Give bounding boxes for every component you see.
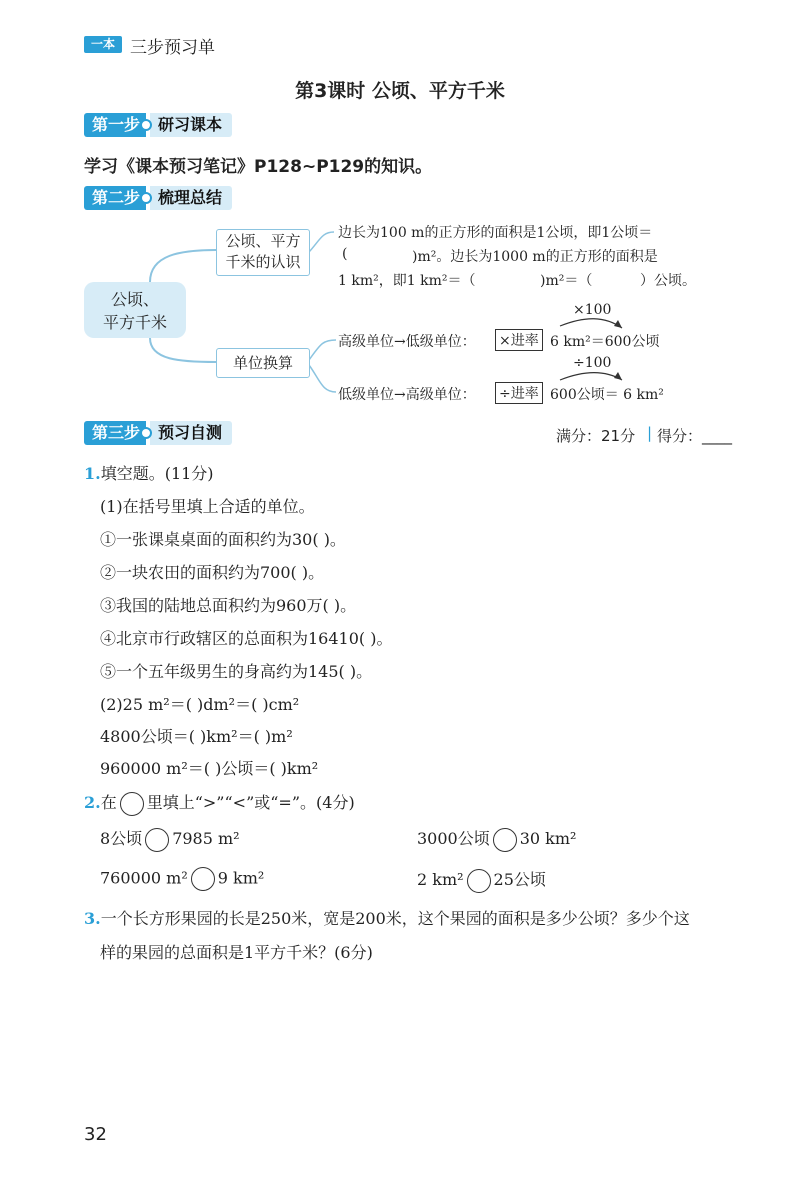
q3-line1: [84, 906, 690, 929]
step3-label: [84, 421, 232, 445]
q2-title: [84, 790, 355, 816]
q2-right: 30 km²: [519, 829, 577, 848]
step-dot: [140, 427, 152, 439]
conv2-box: ÷进率: [495, 382, 543, 404]
mindmap-node-concept: [216, 229, 310, 276]
q3-text-1: 一个长方形果园的长是250米，宽是200米，这个果园的面积是多少公顷？多少个这: [100, 909, 690, 928]
step-tag: 第三步: [84, 421, 146, 445]
q2-title-b: 里填上“>”“<”或“=”。(4分): [146, 793, 355, 812]
desc-line1: 边长为100 m的正方形的面积是1公顷，即1公顷＝: [338, 225, 653, 241]
q1-item-3: ③我国的陆地总面积约为960万( )。: [100, 596, 357, 615]
desc-line3a: 1 km²，即1 km²＝（: [338, 273, 476, 289]
compare-circle-icon: [120, 792, 144, 816]
mindmap-node-conversion: 单位换算: [216, 348, 310, 378]
step-tag: 第二步: [84, 186, 146, 210]
conv1-label: 高级单位→低级单位：: [338, 334, 476, 350]
conv1-box: ×进率: [495, 329, 543, 351]
step-tag: 第一步: [84, 113, 146, 137]
desc-line2a: (: [342, 246, 348, 262]
q2-right: 9 km²: [217, 868, 265, 888]
answer-circle[interactable]: [493, 828, 517, 852]
q2-pair-3: [100, 867, 264, 891]
conv2-example: 600公顷＝ 6 km²: [550, 387, 664, 403]
q2-title-a: 在: [100, 793, 117, 812]
q2-number: 2.: [84, 793, 101, 812]
q1-sub1: (1)在括号里填上合适的单位。: [100, 497, 315, 516]
q2-pair-4: [417, 867, 546, 893]
q1-sub2-line3: 960000 m²＝( )公顷＝( )km²: [100, 759, 319, 778]
step-name: 预习自测: [150, 421, 232, 445]
q2-left: 8公顷: [100, 829, 143, 848]
desc-line2b: )m²。边长为1000 m的正方形的面积是: [412, 249, 658, 265]
lesson-title: 第3课时 公顷、平方千米: [295, 80, 505, 102]
q1-item-2: ②一块农田的面积约为700( )。: [100, 563, 325, 582]
q2-pair-2: [417, 826, 576, 852]
score-total: 满分：21分: [556, 427, 636, 445]
q1-sub2-line2: 4800公顷＝( )km²＝( )m²: [100, 727, 293, 746]
q2-pair-1: [100, 826, 240, 852]
q1-item-1: ①一张课桌桌面的面积约为30( )。: [100, 530, 346, 549]
mindmap-connectors: [0, 0, 800, 420]
q1-title-text: 填空题。(11分): [100, 464, 214, 483]
score-obtained: 得分：____: [657, 427, 733, 445]
brand-logo: 一本: [84, 36, 122, 53]
header-title: 三步预习单: [130, 38, 215, 58]
conv1-arrow-label: ×100: [573, 302, 612, 318]
q2-left: 760000 m²: [100, 868, 188, 888]
q1-item-5: ⑤一个五年级男生的身高约为145( )。: [100, 662, 373, 681]
q3-number: 3.: [84, 909, 101, 928]
answer-circle[interactable]: [467, 869, 491, 893]
step-name: 研习课本: [150, 113, 232, 137]
q1-item-4: ④北京市行政辖区的总面积为16410( )。: [100, 629, 393, 648]
q3-line2: 样的果园的总面积是1平方千米？(6分): [100, 943, 373, 962]
desc-line3b: )m²＝（: [540, 273, 593, 289]
answer-circle[interactable]: [145, 828, 169, 852]
q2-right: 25公顷: [493, 870, 546, 889]
step-name: 梳理总结: [150, 186, 232, 210]
answer-circle[interactable]: [191, 867, 215, 891]
node-line1: 公顷、平方: [225, 232, 301, 250]
node-line2: 千米的认识: [225, 253, 301, 271]
score-divider: |: [647, 424, 653, 442]
q2-right: 7985 m²: [172, 829, 240, 848]
q1-sub2-line1: (2)25 m²＝( )dm²＝( )cm²: [100, 695, 300, 714]
desc-line3c: ）公顷。: [640, 273, 696, 289]
q1-number: 1.: [84, 464, 101, 483]
center-line1: 公顷、: [110, 290, 159, 309]
page-number: 32: [84, 1124, 107, 1145]
q1-title: [84, 461, 214, 484]
conv2-arrow-label: ÷100: [573, 355, 612, 371]
q2-left: 2 km²: [417, 870, 464, 889]
q2-left: 3000公顷: [417, 829, 490, 848]
step1-text: 学习《课本预习笔记》P128~P129的知识。: [84, 157, 433, 177]
center-line2: 平方千米: [102, 313, 167, 332]
mindmap-center-node: [84, 282, 186, 338]
conv2-label: 低级单位→高级单位：: [338, 387, 476, 403]
conv1-example: 6 km²＝600公顷: [550, 334, 660, 350]
